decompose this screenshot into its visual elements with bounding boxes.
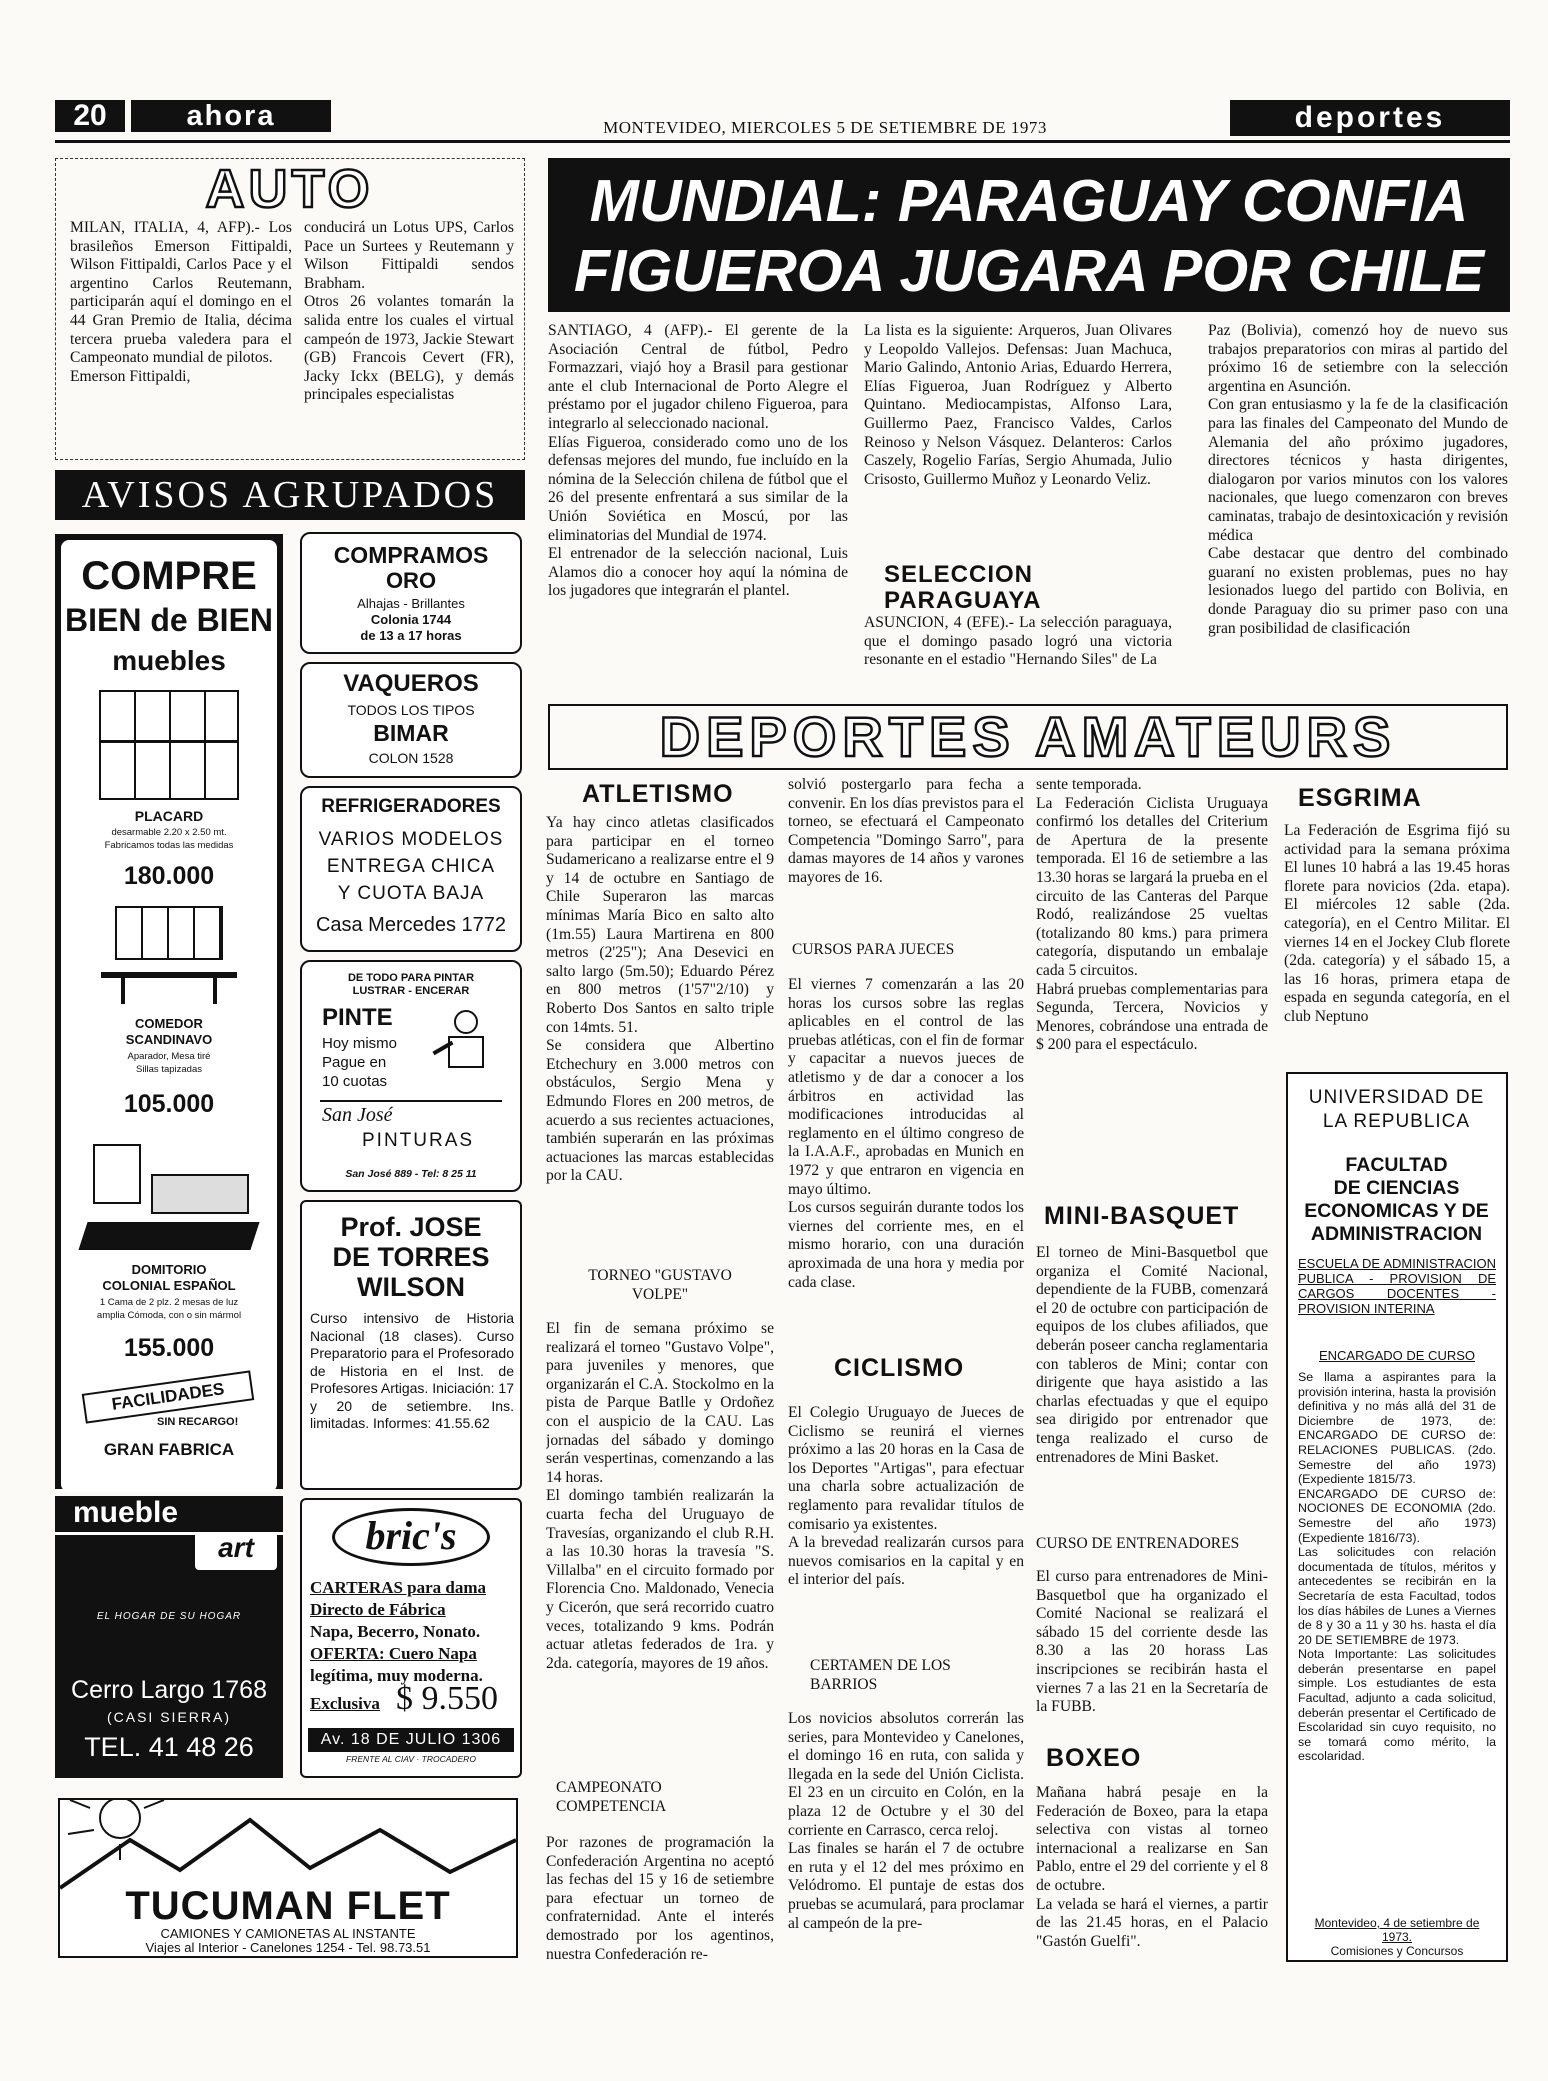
- refri-body: VARIOS MODELOS ENTREGA CHICA Y CUOTA BAJA: [318, 829, 504, 904]
- comedor-desc: Aparador, Mesa tiré Sillas tapizadas: [127, 1051, 211, 1075]
- compre-headline: COMPRE: [81, 554, 257, 598]
- mueble-art-address-2: (CASI SIERRA): [106, 1709, 231, 1725]
- mueble-art-logo: mueble: [73, 1496, 179, 1529]
- ad-tucuman-flet: [58, 1798, 518, 1958]
- comedor-label: COMEDOR SCANDINAVO: [125, 1016, 213, 1047]
- atletismo-body-3: Por razones de programación la Confederación Argentina no aceptó las fechas del 15 y 16 de setiembre para efectuar un torneo de confraternidad. Ante el interés demostrado por los agentinos, nuestra Confederación re-: [546, 1834, 774, 1963]
- price-comedor: 105.000: [123, 1090, 215, 1118]
- san-jose-logo: San José: [322, 1104, 393, 1126]
- auto-article: [55, 158, 525, 460]
- facilidades-badge: FACILIDADES: [82, 1370, 255, 1423]
- escuela-line: ESCUELA DE ADMINISTRACION PUBLICA - PROVISION DE CARGOS DOCENTES - PROVISION INTERINA: [1298, 1256, 1496, 1316]
- prof-body: Curso intensivo de Historia Nacional (18 clases). Curso Preparatorio para el Profesorado de Historia en el Inst. de Profesores Artigas. Iniciación: 17 y 20 de setiembre. Ins. limitadas. Informes: 41.55.62: [310, 1310, 514, 1431]
- ad-brics: [300, 1498, 522, 1778]
- dateline: MONTEVIDEO, MIERCOLES 5 DE SETIEMBRE DE 1973: [603, 118, 1047, 137]
- brics-logo: bric's: [332, 1508, 490, 1566]
- mundial-col-2: La lista es la siguiente: Arqueros, Juan Olivares y Leopoldo Vallejos. Defensas: Juan Machuca, Mario Galindo, Antonio Arias, Eduardo Herrera, Elías Figueroa, Juan Rodríguez y Alberto Quintano. Mediocampistas, Alfonso Lara, Guillermo Paez, Francisco Valdes, Carlos Reinoso y Nelson Vásquez. Delanteros: Carlos Caszely, Rogelio Farías, Sergio Ahumada, Julio Crisosto, Guillermo Muñoz y Leonardo Veliz.: [864, 322, 1172, 488]
- universidad-title: UNIVERSIDAD DE LA REPUBLICA: [1308, 1087, 1485, 1132]
- amateurs-col-2a: solvió postergarlo para fecha a convenir. En los días previstos para el torneo, se efectuará el Campeonato Competencia "Domingo Sarro", para damas mayores de 14 años y varones mayores de 16.: [788, 776, 1024, 886]
- header-rule: [55, 140, 1510, 143]
- page-header: [55, 100, 1510, 146]
- dormitorio-desc: 1 Cama de 2 plz. 2 mesas de luz amplia Cómoda, con o sin mármol: [96, 1297, 242, 1321]
- amateurs-col-3b: El torneo de Mini-Basquetbol que organiza el Comité Nacional, dependiente de la FUBB, comenzará el 20 de octubre con participación de equipos de los clubes afiliados, que deberán poseer cancha reglamentaria con tableros de Mini; contar con dirigente que haya asistido a las charlas efectuadas y que el equipo sea dirigido por entrenador que tenga realizado el curso de entrenadores de Mini Basket.: [1036, 1244, 1268, 1466]
- amateurs-col-2c: El Colegio Uruguayo de Jueces de Ciclismo se reunirá el viernes próximo a las 20 horas en la Casa de los Deportes "Artigas", para efectuar una charla sobre actualización de reglamento para revalidar títulos de comisario ya existentes. A la brevedad realizarán cursos para nuevos comisarios en la capital y en el interior del país.: [788, 1404, 1024, 1589]
- compre-brand: BIEN de BIEN: [64, 602, 274, 638]
- atletismo-body-2: El fin de semana próximo se realizará el torneo "Gustavo Volpe", para juveniles y menores, que organizarán el C.A. Stockolmo en la pista de Parque Batlle y Ordoñez con el auspicio de la CAU. Las jornadas del sábado y domingo serán vespertinas, comenzando a las 14 horas. El domingo también realizarán la cuarta fecha del Uruguayo de Travesías, organizando el club R.H. a las 10.30 horas la travesía "S. Villalba" en el circuito formado por Florencia Cno. Maldonado, Venecia y Cicerón, que será recorrido cuatro veces, totalizando 9 kms. Podrán actuar atletas federados de 1ra. y 2da. categoría, mayores de 19 años.: [546, 1320, 774, 1672]
- mundial-headline: MUNDIAL: PARAGUAY CONFIA FIGUEROA JUGARA POR CHILE: [548, 158, 1510, 312]
- ad-pinte: [300, 960, 522, 1192]
- paper-name: ahora: [131, 100, 331, 132]
- compramos-line-3: de 13 a 17 horas: [360, 628, 462, 643]
- esgrima-body: La Federación de Esgrima fijó su actividad para la semana próxima El lunes 10 habrá a las 19.45 horas florete para novicios (2da. etapa). El miércoles 12 sable (2da. categoría), en el Centro Militar. El viernes 14 en el Jockey Club florete (2da. categoría) y el sábado 15, a las 16 horas, primera etapa de espada en segunda categoría, en el club Neptuno: [1284, 822, 1510, 1025]
- brics-address-2: FRENTE AL CIAV · TROCADERO: [346, 1754, 476, 1764]
- torneo-volpe-head: TORNEO "GUSTAVO VOLPE": [588, 1267, 732, 1303]
- tucuman-name: TUCUMAN FLET: [125, 1884, 451, 1928]
- tucuman-line-1: CAMIONES Y CAMIONETAS AL INSTANTE: [160, 1926, 416, 1941]
- refri-headline: REFRIGERADORES: [321, 796, 501, 817]
- brics-address: Av. 18 DE JULIO 1306: [308, 1728, 514, 1752]
- mini-basquet-head: MINI-BASQUET: [1044, 1202, 1240, 1230]
- ad-mueble-art: [55, 1496, 283, 1778]
- amateurs-title: DEPORTES AMATEURS: [659, 705, 1397, 768]
- mundial-col-1: SANTIAGO, 4 (AFP).- El gerente de la Asociación Central de fútbol, Pedro Formazzari, viajó hoy a Brasil para gestionar ante el club Internacional de Porto Alegre el préstamo por el jugador chileno Figueroa, para integrarlo al seleccionado nacional. Elías Figueroa, considerado como uno de los defensas mejores del mundo, fue incluído en la nómina de la Selección chilena de fútbol que el 26 del presente enfrentará a sus similar de la Unión Soviética en Moscú, por las eliminatorias del Mundial de 1974. El entrenador de la selección nacional, Luis Alamos dio a conocer hoy aquí la nómina de los jugadores que integrarán el plantel.: [548, 322, 848, 600]
- vaqueros-headline: VAQUEROS: [343, 670, 479, 697]
- pinturas-logo: PINTURAS: [362, 1130, 475, 1151]
- atletismo-head: ATLETISMO: [582, 780, 734, 808]
- price-dormitorio: 155.000: [123, 1334, 215, 1362]
- pinte-body: Hoy mismo Pague en 10 cuotas: [322, 1035, 398, 1090]
- mueble-art-slogan: EL HOGAR DE SU HOGAR: [96, 1611, 242, 1622]
- universidad-body: Se llama a aspirantes para la provisión interina, hasta la provisión definitiva y no más allá del 31 de Diciembre de 1973, de: ENCARGADO DE CURSO de: RELACIONES PUBLICAS. (2do. Semestre del año 1973) (Expediente 1815/73. ENCARGADO DE CURSO de: NOCIONES DE ECONOMIA (2do. Semestre del año 1973) (Expediente 1816/73). Las solicitudes con relación documentada de títulos, méritos y antecedentes se recibirán en la Secretaría de esta Facultad, todos los días hábiles de Lunes a Viernes de 8 y 30 a 11 y 30 hs. hasta el día 20 DE SETIEMBRE de 1973. Nota Importante: Las solicitudes deberán presentarse en papel simple. Los estudiantes de esta Facultad, adjunto a cada solicitud, deberán presentar el Certificado de Escolaridad sin cuyo requisito, no se tomará como mérito, la escolaridad.: [1298, 1370, 1496, 1764]
- auto-title: AUTO: [205, 159, 374, 219]
- compre-muebles: muebles: [112, 645, 226, 676]
- ad-vaqueros: [300, 662, 522, 778]
- auto-col-2: conducirá un Lotus UPS, Carlos Pace un Surtees y Reutemann y Wilson Fittipaldi sendos Brabham. Otros 26 volantes tomarán la salida entre los cuales el virtual campeón de 1973, Jackie Stewart (GB) Francois Cevert (FR), Jacky Ickx (BELG), y demás principales especialistas: [304, 219, 514, 404]
- painter-illustration: [432, 1010, 502, 1080]
- page-number: 20: [55, 100, 125, 132]
- pinte-address: San José 889 - Tel: 8 25 11: [345, 1168, 477, 1180]
- cursos-jueces-head: CURSOS PARA JUECES: [792, 941, 955, 958]
- tucuman-line-2: Viajes al Interior - Canelones 1254 - Tel. 98.73.51: [145, 1940, 431, 1955]
- ad-compre-bien: [55, 534, 283, 1489]
- ciclismo-head: CICLISMO: [834, 1354, 965, 1382]
- vaqueros-address: COLON 1528: [368, 750, 454, 766]
- universidad-notice: [1286, 1072, 1508, 1962]
- amateurs-col-2d: Los novicios absolutos correrán las series, para Montevideo y Canelones, el domingo 16 en ruta, con salida y llegada en la sede del Unión Ciclista. El 23 en un circuito en Colón, en la plaza 12 de Octubre y el 30 del corriente en Carrasco, cerca reloj. Las finales se harán el 7 de octubre en ruta y el 12 del mes próximo en Velódromo. El puntaje de estas dos pruebas se acumulará, para proclamar al campeón de la pre-: [788, 1710, 1024, 1932]
- mundial-col-3: Paz (Bolivia), comenzó hoy de nuevo sus trabajos preparatorios con miras al partido del próximo 16 de setiembre con la selección argentina en Asunción. Con gran entusiasmo y la fe de la clasificación para las finales del Campeonato del Mundo de Alemania del año próximo jugadores, directores técnicos y hasta dirigentes, dialogaron por varios minutos con los valores nacionales, que luego comenzaron con breves caminatas, trabajo de desintoxicación y revisión médica Cabe destacar que dentro del combinado guaraní no existen problemas, pues no hay lesionados luego del partido con Bolivia, en donde Paraguay dio su primer paso con una gran posibilidad de clasificación: [1208, 322, 1508, 637]
- dormitorio-illustration: [83, 1134, 255, 1254]
- brics-exclusiva: Exclusiva: [310, 1694, 380, 1713]
- gran-fabrica: GRAN FABRICA: [103, 1440, 235, 1459]
- universidad-date: Montevideo, 4 de setiembre de 1973.: [1314, 1916, 1480, 1944]
- refri-address: Casa Mercedes 1772: [315, 914, 507, 936]
- compramos-headline: COMPRAMOS: [333, 542, 489, 568]
- brics-price: $ 9.550: [396, 1680, 498, 1717]
- dormitorio-label: DOMITORIO COLONIAL ESPAÑOL: [102, 1262, 236, 1293]
- compramos-line-1: Alhajas - Brillantes: [357, 596, 465, 611]
- placard-illustration: [99, 690, 239, 800]
- brics-line-5: legítima, muy moderna.: [310, 1666, 483, 1685]
- brics-line-1: CARTERAS para dama: [310, 1578, 487, 1597]
- compramos-line-2: Colonia 1744: [370, 612, 452, 627]
- ad-prof-wilson: [300, 1200, 522, 1490]
- price-placard: 180.000: [123, 862, 215, 890]
- brics-line-3: Napa, Becerro, Nonato.: [310, 1622, 481, 1641]
- vaqueros-name: BIMAR: [373, 720, 449, 746]
- seleccion-paraguaya-head: SELECCION PARAGUAYA: [884, 561, 1042, 614]
- atletismo-body-1: Ya hay cinco atletas clasificados para participar en el torneo Sudamericano a realizarse entre el 9 y 14 de octubre en Santiago de Chile Superaron las marcas mínimas María Bico en salto alto (1m.55) Laura Martirena en 800 metros (2'25"); Ana Desevici en salto largo (5m.50); Eduardo Pérez en 800 metros (1'57"2/10) y Roberto Dos Santos en salto triple con 14mts. 51. Se considera que Albertino Etchechury en 3.000 metros con obstáculos, Sergio Mena y Edmundo Flores en 200 metros, de acuerdo a sus recientes actuaciones, también superarán en las próximas actuaciones las marcas establecidas por la CAU.: [546, 814, 774, 1185]
- placard-desc: desarmable 2.20 x 2.50 mt. Fabricamos todas las medidas: [104, 827, 234, 851]
- mueble-art-logo-2: art: [195, 1532, 277, 1570]
- facultad-title: FACULTAD DE CIENCIAS ECONOMICAS Y DE ADMINISTRACION: [1304, 1154, 1489, 1245]
- amateurs-banner: [548, 704, 1508, 770]
- amateurs-col-3d: Mañana habrá pesaje en la Federación de Boxeo, para la etapa selectiva con vistas al torneo internacional a realizarse en San Pablo, entre el 29 del corriente y el 8 de octubre. La velada se hará el viernes, a partir de las 21.45 horas, en el Palacio "Gastón Guelfi".: [1036, 1784, 1268, 1950]
- comedor-illustration: [101, 906, 237, 1006]
- amateurs-col-3a: sente temporada. La Federación Ciclista Uruguaya confirmó los detalles del Criterium de Apertura de la presente temporada. El 16 de setiembre a las 13.30 horas se largará la prueba en el circuito de las Canteras del Parque Rodó, realizándose 25 vueltas (totalizando 80 kms.) para primera categoría, disputando un embalaje cada 5 circuitos. Habrá pruebas complementarias para Segunda, Tercera, Novicios y Menores, cobrándose una entrada de $ 200 para el espectáculo.: [1036, 776, 1268, 1054]
- certamen-barrios-head: CERTAMEN DE LOS BARRIOS: [810, 1657, 951, 1693]
- ad-compramos-oro: [300, 532, 522, 654]
- vaqueros-line: TODOS LOS TIPOS: [347, 702, 475, 718]
- placard-label: PLACARD: [134, 808, 204, 824]
- encargado-line: ENCARGADO DE CURSO: [1318, 1348, 1476, 1363]
- mundial-col-2b: ASUNCION, 4 (EFE).- La selección paraguaya, que el domingo pasado logró una victoria resonante en el estadio "Hernando Siles" de La: [864, 614, 1172, 669]
- curso-entrenadores-head: CURSO DE ENTRENADORES: [1036, 1535, 1240, 1552]
- universidad-signature: Comisiones y Concursos: [1330, 1944, 1464, 1958]
- mountains-illustration: [60, 1800, 516, 1890]
- avisos-agrupados-banner: AVISOS AGRUPADOS: [55, 470, 525, 520]
- mueble-art-address: Cerro Largo 1768: [71, 1676, 267, 1704]
- compramos-oro: ORO: [385, 568, 437, 593]
- pinte-top: DE TODO PARA PINTAR LUSTRAR - ENCERAR: [347, 972, 475, 997]
- esgrima-head: ESGRIMA: [1298, 784, 1422, 812]
- sin-recargo: SIN RECARGO!: [157, 1416, 239, 1428]
- amateurs-col-2b: El viernes 7 comenzarán a las 20 horas los cursos sobre las reglas aplicables en el control de las pruebas atléticas, con el fin de formar y capacitar a nuevos jueces de atletismo y de dar a conocer a los árbitros en actividad las modificaciones introducidas al reglamento en el último congreso de la I.A.A.F., aprobadas en Munich en 1972 y que entraron en vigencia en mayo último. Los cursos seguirán durante todos los viernes del corriente mes, en el mismo horario, con una duración aproximada de una hora y media por cada clase.: [788, 976, 1024, 1291]
- mueble-art-phone: TEL. 41 48 26: [84, 1732, 254, 1762]
- campeonato-head: CAMPEONATO COMPETENCIA: [556, 1779, 667, 1815]
- pinte-headline: PINTE: [322, 1004, 393, 1031]
- amateurs-col-3c: El curso para entrenadores de Mini-Basquetbol que ha organizado el Comité Nacional se realizará el sábado 15 del corriente desde las 8.30 a las 20 horass Las inscripciones se recibirán hasta el viernes 7 a las 21 en la Secretaría de la FUBB.: [1036, 1568, 1268, 1716]
- section-name: deportes: [1230, 100, 1510, 136]
- prof-headline: Prof. JOSE DE TORRES WILSON: [332, 1212, 490, 1302]
- auto-col-1: MILAN, ITALIA, 4, AFP).- Los brasileños Emerson Fittipaldi, Wilson Fittipaldi, Carlos Pace y el argentino Carlos Reutemann, participarán aquí el domingo en el 44 Gran Premio de Italia, décima tercera prueba valedera para el Campeonato mundial de pilotos. Emerson Fittipaldi,: [70, 219, 292, 385]
- boxeo-head: BOXEO: [1046, 1744, 1142, 1772]
- brics-line-2: Directo de Fábrica: [310, 1600, 446, 1619]
- brics-line-4: OFERTA: Cuero Napa: [310, 1644, 477, 1663]
- ad-refrigeradores: [300, 786, 522, 952]
